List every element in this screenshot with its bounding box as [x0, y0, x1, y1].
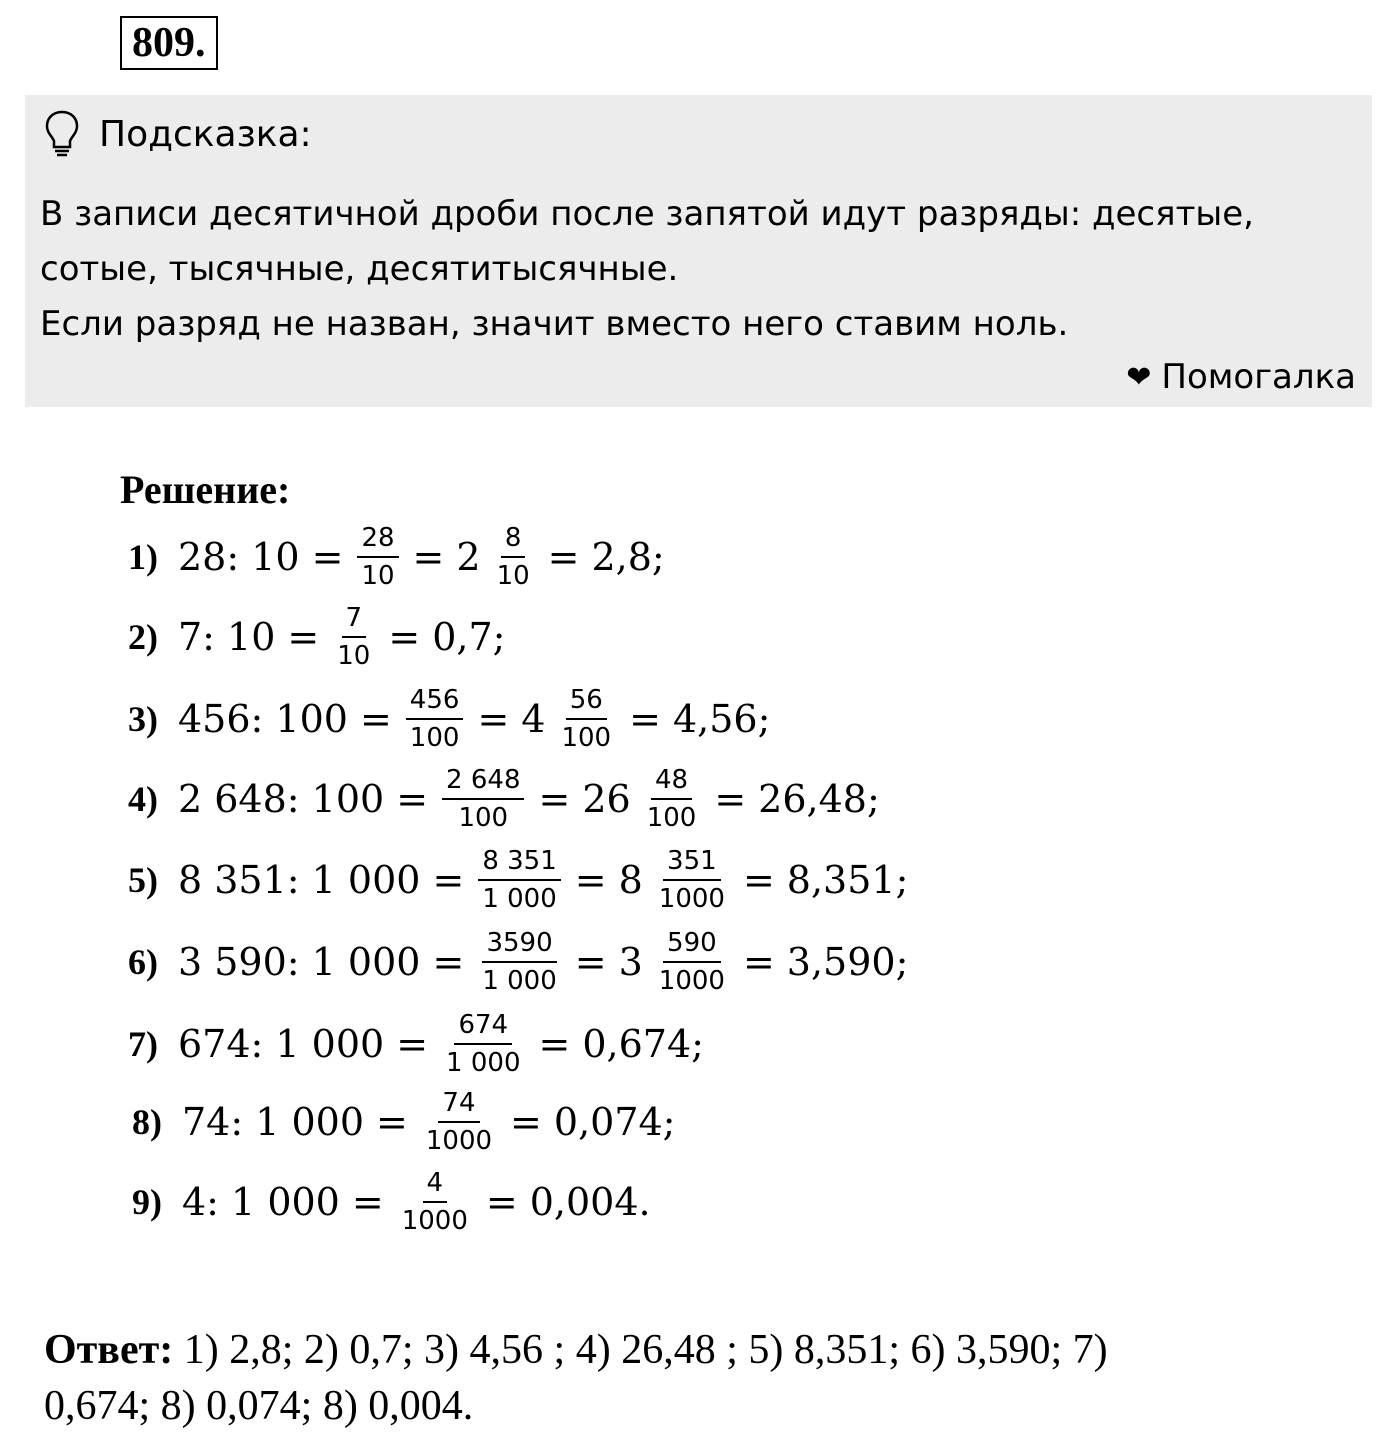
hint-box: [25, 95, 1372, 407]
equation-result: 0,7;: [432, 615, 506, 659]
equation-row: [128, 517, 671, 597]
equals-sign: =: [538, 777, 571, 821]
equals-sign: =: [538, 1022, 571, 1066]
equals-sign: =: [359, 697, 392, 741]
mixed-fraction-numerator: 8: [501, 520, 526, 558]
mixed-fraction: [643, 762, 701, 836]
equals-sign: =: [477, 697, 510, 741]
fraction-denominator: 10: [337, 641, 371, 671]
equals-sign: =: [629, 697, 661, 741]
equals-sign: =: [396, 1022, 429, 1066]
equation-result: 8,351;: [786, 858, 909, 902]
credit: [1126, 357, 1356, 397]
equation-row: [128, 759, 886, 839]
mixed-fraction-denominator: 1000: [658, 966, 725, 996]
fraction: [478, 925, 560, 999]
equation-expression: 8 351: 1 000: [178, 858, 421, 902]
fraction-numerator: 2 648: [442, 762, 524, 800]
fraction-denominator: 1 000: [446, 1048, 521, 1078]
equals-sign: =: [574, 858, 607, 902]
equals-sign: =: [287, 615, 320, 659]
equals-sign: =: [742, 858, 775, 902]
equation-expression: 3 590: 1 000: [178, 940, 421, 984]
equation-row: [128, 597, 511, 677]
equals-sign: =: [412, 535, 445, 579]
equation-row: [132, 1082, 681, 1162]
fraction-denominator: 1 000: [482, 884, 557, 914]
fraction-numerator: 8 351: [478, 843, 560, 881]
heart-icon: ❤: [1126, 359, 1152, 395]
equation-number: 4): [128, 779, 158, 819]
equation-number: 1): [128, 537, 158, 577]
equation-expression: 4: 1 000: [182, 1180, 340, 1224]
equation-number: 2): [128, 617, 158, 657]
fraction: [398, 1165, 472, 1239]
equation-expression: 674: 1 000: [178, 1022, 385, 1066]
answer-text: 0,674; 8) 0,074; 8) 0,004.: [44, 1383, 474, 1429]
mixed-fraction: [493, 520, 534, 594]
hint-header: [43, 109, 312, 159]
fraction-denominator: 100: [458, 803, 509, 833]
fraction-denominator: 10: [361, 561, 395, 591]
hint-line: Если разряд не назван, значит вместо него ставим ноль.: [40, 304, 1069, 344]
equals-sign: =: [388, 615, 421, 659]
mixed-fraction-numerator: 56: [566, 682, 607, 720]
fraction-denominator: 1000: [425, 1126, 493, 1156]
fraction-numerator: 674: [454, 1007, 512, 1045]
fraction: [478, 843, 560, 917]
equals-sign: =: [485, 1180, 518, 1224]
fraction: [333, 600, 374, 674]
mixed-whole: 3: [618, 940, 643, 984]
fraction-numerator: 28: [357, 520, 398, 558]
mixed-fraction-denominator: 100: [646, 803, 697, 833]
solution-title: Решение:: [120, 467, 291, 512]
equals-sign: =: [376, 1100, 408, 1144]
equation-row: [128, 840, 914, 920]
mixed-whole: 8: [618, 858, 643, 902]
equation-row: [128, 922, 914, 1002]
fraction-numerator: 456: [406, 682, 464, 720]
answer-label: Ответ:: [44, 1327, 174, 1373]
equation-result: 0,674;: [582, 1022, 704, 1066]
equation-number: 9): [132, 1182, 162, 1222]
equation-expression: 28: 10: [178, 535, 300, 579]
hint-line: В записи десятичной дроби после запятой идут разряды: десятые,: [40, 194, 1254, 234]
fraction-denominator: 1000: [401, 1206, 468, 1236]
equation-result: 4,56;: [672, 697, 771, 741]
mixed-fraction-denominator: 1000: [658, 884, 725, 914]
answer-block: [44, 1322, 1304, 1434]
equation-number: 3): [128, 699, 158, 739]
fraction: [357, 520, 398, 594]
equals-sign: =: [311, 535, 344, 579]
mixed-whole: 26: [582, 777, 631, 821]
equals-sign: =: [574, 940, 607, 984]
equation-result: 2,8;: [591, 535, 665, 579]
hint-line: сотые, тысячные, десятитысячные.: [40, 249, 679, 289]
hint-text: [40, 187, 1360, 352]
equation-number: 5): [128, 860, 158, 900]
mixed-fraction: [655, 925, 729, 999]
fraction-numerator: 74: [438, 1085, 479, 1123]
equals-sign: =: [714, 777, 747, 821]
fraction: [442, 1007, 524, 1081]
equation-expression: 7: 10: [178, 615, 276, 659]
mixed-fraction-denominator: 10: [496, 561, 530, 591]
equation-number: 7): [128, 1024, 158, 1064]
equals-sign: =: [547, 535, 580, 579]
equals-sign: =: [432, 858, 465, 902]
equation-number: 8): [132, 1102, 162, 1142]
equation-row: [128, 679, 776, 759]
fraction-numerator: 4: [423, 1165, 448, 1203]
fraction-numerator: 7: [342, 600, 367, 638]
equals-sign: =: [351, 1180, 384, 1224]
mixed-fraction-numerator: 590: [663, 925, 721, 963]
mixed-fraction: [655, 843, 729, 917]
equation-expression: 74: 1 000: [182, 1100, 365, 1144]
equation-expression: 456: 100: [178, 697, 348, 741]
mixed-fraction-numerator: 351: [663, 843, 721, 881]
equals-sign: =: [432, 940, 465, 984]
lightbulb-icon: [43, 109, 81, 159]
equation-row: [132, 1162, 657, 1242]
equation-result: 26,48;: [758, 777, 880, 821]
answer-text: 1) 2,8; 2) 0,7; 3) 4,56 ; 4) 26,48 ; 5) 8,351; 6) 3,590; 7): [173, 1327, 1108, 1373]
hint-title: Подсказка:: [99, 113, 312, 155]
fraction-denominator: 100: [409, 723, 460, 753]
equation-number: 6): [128, 942, 158, 982]
equals-sign: =: [396, 777, 429, 821]
mixed-whole: 2: [456, 535, 481, 579]
equals-sign: =: [742, 940, 775, 984]
equation-row: [128, 1004, 710, 1084]
mixed-fraction-denominator: 100: [561, 723, 612, 753]
equals-sign: =: [510, 1100, 542, 1144]
equation-result: 0,004.: [529, 1180, 651, 1224]
equation-result: 0,074;: [553, 1100, 676, 1144]
mixed-fraction-numerator: 48: [651, 762, 692, 800]
fraction: [406, 682, 464, 756]
task-number: 809.: [120, 16, 218, 70]
fraction-numerator: 3590: [482, 925, 556, 963]
fraction: [442, 762, 524, 836]
fraction: [422, 1085, 496, 1159]
mixed-whole: 4: [521, 697, 546, 741]
fraction-denominator: 1 000: [482, 966, 557, 996]
equation-result: 3,590;: [786, 940, 909, 984]
credit-text: Помогалка: [1161, 357, 1356, 397]
mixed-fraction: [557, 682, 615, 756]
equation-expression: 2 648: 100: [178, 777, 385, 821]
